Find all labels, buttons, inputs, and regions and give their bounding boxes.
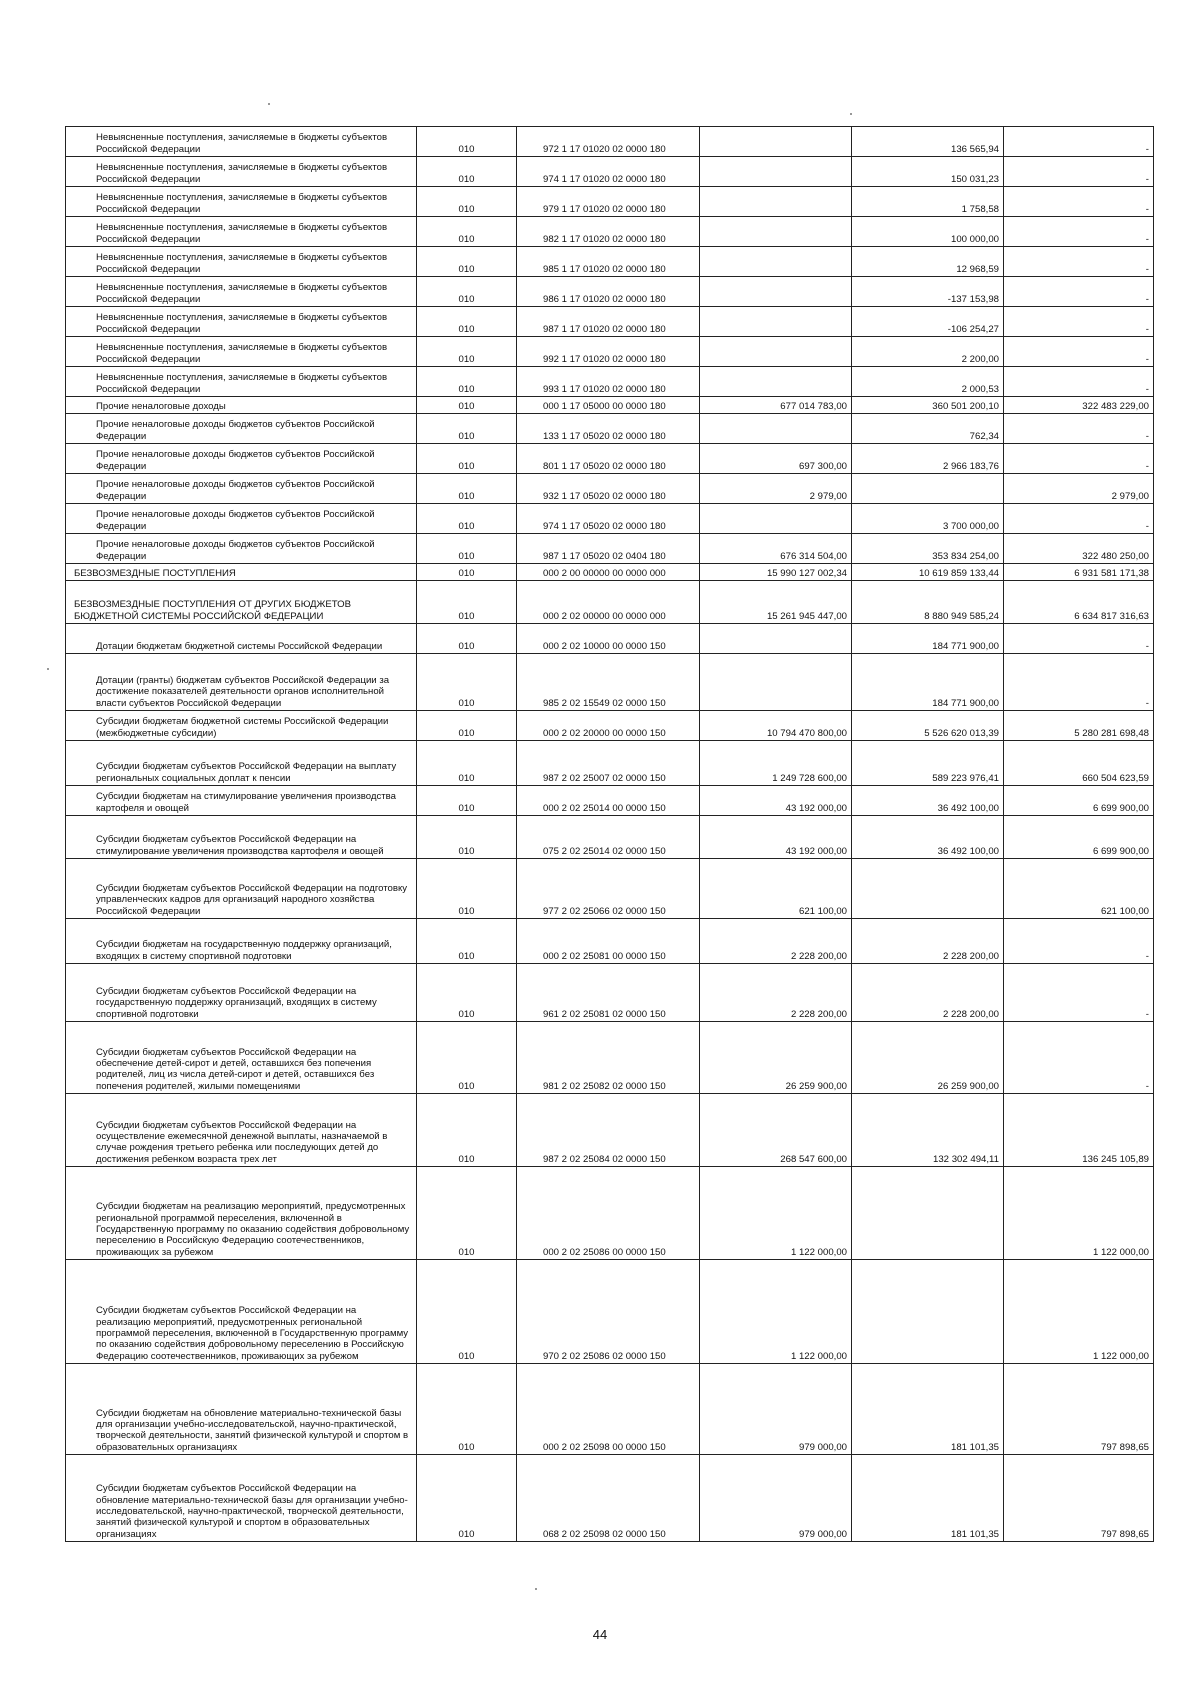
income-name-cell: Субсидии бюджетам на реализацию мероприятий, предусмотренных региональной программой переселения, включенной в Государственную программу по оказанию содействия добровольному переселению в Российскую Федерацию соотечественников, проживающих за рубежом — [66, 1167, 417, 1260]
budget-classification-code-cell: 068 2 02 25098 02 0000 150 — [517, 1455, 700, 1542]
budget-classification-code-cell: 979 1 17 01020 02 0000 180 — [517, 187, 700, 217]
line-code-cell: 010 — [417, 919, 517, 964]
executed-amount-cell: 181 101,35 — [852, 1364, 1004, 1455]
approved-amount-cell: 268 547 600,00 — [700, 1094, 852, 1167]
line-code-cell: 010 — [417, 504, 517, 534]
executed-amount-cell: 184 771 900,00 — [852, 624, 1004, 654]
line-code-cell: 010 — [417, 277, 517, 307]
income-name-cell: Субсидии бюджетам субъектов Российской Федерации на государственную поддержку организаций, входящих в систему спортивной подготовки — [66, 964, 417, 1022]
unexecuted-amount-cell: 6 931 581 171,38 — [1004, 564, 1154, 581]
table-row — [66, 624, 1154, 654]
line-code-cell: 010 — [417, 414, 517, 444]
income-name-cell: Невыясненные поступления, зачисляемые в бюджеты субъектов Российской Федерации — [66, 337, 417, 367]
executed-amount-cell: 3 700 000,00 — [852, 504, 1004, 534]
line-code-cell: 010 — [417, 1094, 517, 1167]
executed-amount-cell: 2 966 183,76 — [852, 444, 1004, 474]
budget-classification-code-cell: 000 2 02 20000 00 0000 150 — [517, 711, 700, 741]
income-name-cell: Субсидии бюджетам субъектов Российской Федерации на обновление материально-технической базы для организации учебно-исследовательской, научно-практической, творческой деятельности, занятий физической культурой и спортом в образовательных организациях — [66, 1455, 417, 1542]
approved-amount-cell — [700, 504, 852, 534]
table-row — [66, 786, 1154, 816]
unexecuted-amount-cell: - — [1004, 414, 1154, 444]
budget-classification-code-cell: 987 1 17 05020 02 0404 180 — [517, 534, 700, 564]
unexecuted-amount-cell: 1 122 000,00 — [1004, 1167, 1154, 1260]
line-code-cell: 010 — [417, 534, 517, 564]
unexecuted-amount-cell: 5 280 281 698,48 — [1004, 711, 1154, 741]
table-row — [66, 564, 1154, 581]
table-row — [66, 474, 1154, 504]
table-row — [66, 964, 1154, 1022]
line-code-cell: 010 — [417, 1364, 517, 1455]
line-code-cell: 010 — [417, 337, 517, 367]
budget-classification-code-cell: 972 1 17 01020 02 0000 180 — [517, 127, 700, 157]
executed-amount-cell: 10 619 859 133,44 — [852, 564, 1004, 581]
unexecuted-amount-cell: 136 245 105,89 — [1004, 1094, 1154, 1167]
line-code-cell: 010 — [417, 247, 517, 277]
budget-classification-code-cell: 977 2 02 25066 02 0000 150 — [517, 859, 700, 919]
line-code-cell: 010 — [417, 1260, 517, 1364]
approved-amount-cell: 2 228 200,00 — [700, 964, 852, 1022]
executed-amount-cell: 762,34 — [852, 414, 1004, 444]
income-name-cell: Прочие неналоговые доходы бюджетов субъектов Российской Федерации — [66, 504, 417, 534]
income-name-cell: Прочие неналоговые доходы бюджетов субъектов Российской Федерации — [66, 414, 417, 444]
table-row — [66, 504, 1154, 534]
table-row — [66, 1455, 1154, 1542]
unexecuted-amount-cell: - — [1004, 504, 1154, 534]
income-name-cell: Прочие неналоговые доходы бюджетов субъектов Российской Федерации — [66, 474, 417, 504]
executed-amount-cell: 360 501 200,10 — [852, 397, 1004, 414]
table-row — [66, 919, 1154, 964]
income-name-cell: Субсидии бюджетам субъектов Российской Федерации на реализацию мероприятий, предусмотренных региональной программой переселения, включенной в Государственную программу по оказанию содействия добровольному переселению в Российскую Федерацию соотечественников, проживающих за рубежом — [66, 1260, 417, 1364]
line-code-cell: 010 — [417, 474, 517, 504]
unexecuted-amount-cell: - — [1004, 1022, 1154, 1094]
unexecuted-amount-cell: 1 122 000,00 — [1004, 1260, 1154, 1364]
table-row — [66, 277, 1154, 307]
line-code-cell: 010 — [417, 1455, 517, 1542]
line-code-cell: 010 — [417, 217, 517, 247]
approved-amount-cell: 621 100,00 — [700, 859, 852, 919]
income-name-cell: Субсидии бюджетам на обновление материально-технической базы для организации учебно-исследовательской, научно-практической, творческой деятельности, занятий физической культурой и спортом в образовательных организациях — [66, 1364, 417, 1455]
executed-amount-cell: 100 000,00 — [852, 217, 1004, 247]
income-name-cell: Прочие неналоговые доходы бюджетов субъектов Российской Федерации — [66, 534, 417, 564]
scan-speck — [268, 103, 270, 105]
approved-amount-cell: 979 000,00 — [700, 1455, 852, 1542]
executed-amount-cell: 353 834 254,00 — [852, 534, 1004, 564]
unexecuted-amount-cell: 6 634 817 316,63 — [1004, 581, 1154, 624]
unexecuted-amount-cell: - — [1004, 157, 1154, 187]
executed-amount-cell: 26 259 900,00 — [852, 1022, 1004, 1094]
unexecuted-amount-cell: - — [1004, 127, 1154, 157]
unexecuted-amount-cell: - — [1004, 307, 1154, 337]
income-name-cell: Субсидии бюджетам субъектов Российской Федерации на стимулирование увеличения производства картофеля и овощей — [66, 816, 417, 859]
budget-classification-code-cell: 974 1 17 05020 02 0000 180 — [517, 504, 700, 534]
approved-amount-cell — [700, 654, 852, 711]
line-code-cell: 010 — [417, 786, 517, 816]
budget-classification-code-cell: 985 1 17 01020 02 0000 180 — [517, 247, 700, 277]
unexecuted-amount-cell: - — [1004, 247, 1154, 277]
table-row — [66, 127, 1154, 157]
approved-amount-cell — [700, 277, 852, 307]
line-code-cell: 010 — [417, 624, 517, 654]
income-name-cell: Невыясненные поступления, зачисляемые в бюджеты субъектов Российской Федерации — [66, 187, 417, 217]
budget-classification-code-cell: 000 2 02 25014 00 0000 150 — [517, 786, 700, 816]
line-code-cell: 010 — [417, 711, 517, 741]
executed-amount-cell: -137 153,98 — [852, 277, 1004, 307]
unexecuted-amount-cell: 322 480 250,00 — [1004, 534, 1154, 564]
table-row — [66, 157, 1154, 187]
income-name-cell: Невыясненные поступления, зачисляемые в бюджеты субъектов Российской Федерации — [66, 157, 417, 187]
approved-amount-cell — [700, 307, 852, 337]
page-number: 44 — [592, 1627, 608, 1642]
unexecuted-amount-cell: - — [1004, 277, 1154, 307]
line-code-cell: 010 — [417, 127, 517, 157]
approved-amount-cell: 10 794 470 800,00 — [700, 711, 852, 741]
table-row — [66, 859, 1154, 919]
budget-classification-code-cell: 987 1 17 01020 02 0000 180 — [517, 307, 700, 337]
line-code-cell: 010 — [417, 1167, 517, 1260]
income-name-cell: Прочие неналоговые доходы — [66, 397, 417, 414]
approved-amount-cell — [700, 247, 852, 277]
budget-classification-code-cell: 133 1 17 05020 02 0000 180 — [517, 414, 700, 444]
executed-amount-cell: -106 254,27 — [852, 307, 1004, 337]
table-row — [66, 741, 1154, 786]
approved-amount-cell: 697 300,00 — [700, 444, 852, 474]
budget-classification-code-cell: 970 2 02 25086 02 0000 150 — [517, 1260, 700, 1364]
income-name-cell: Дотации (гранты) бюджетам субъектов Российской Федерации за достижение показателей деятельности органов исполнительной власти субъектов Российской Федерации — [66, 654, 417, 711]
table-row — [66, 414, 1154, 444]
executed-amount-cell — [852, 474, 1004, 504]
approved-amount-cell — [700, 187, 852, 217]
income-name-cell: Субсидии бюджетам субъектов Российской Федерации на подготовку управленческих кадров для организаций народного хозяйства Российской Федерации — [66, 859, 417, 919]
line-code-cell: 010 — [417, 157, 517, 187]
budget-classification-code-cell: 000 2 02 00000 00 0000 000 — [517, 581, 700, 624]
approved-amount-cell: 2 979,00 — [700, 474, 852, 504]
unexecuted-amount-cell: - — [1004, 217, 1154, 247]
income-name-cell: Невыясненные поступления, зачисляемые в бюджеты субъектов Российской Федерации — [66, 277, 417, 307]
executed-amount-cell: 5 526 620 013,39 — [852, 711, 1004, 741]
line-code-cell: 010 — [417, 964, 517, 1022]
table-row — [66, 1022, 1154, 1094]
unexecuted-amount-cell: - — [1004, 919, 1154, 964]
budget-classification-code-cell: 075 2 02 25014 02 0000 150 — [517, 816, 700, 859]
table-row — [66, 534, 1154, 564]
budget-classification-code-cell: 000 2 00 00000 00 0000 000 — [517, 564, 700, 581]
line-code-cell: 010 — [417, 367, 517, 397]
budget-classification-code-cell: 987 2 02 25007 02 0000 150 — [517, 741, 700, 786]
table-row — [66, 1364, 1154, 1455]
approved-amount-cell — [700, 414, 852, 444]
approved-amount-cell: 15 261 945 447,00 — [700, 581, 852, 624]
executed-amount-cell — [852, 859, 1004, 919]
unexecuted-amount-cell: 660 504 623,59 — [1004, 741, 1154, 786]
executed-amount-cell: 36 492 100,00 — [852, 786, 1004, 816]
approved-amount-cell — [700, 367, 852, 397]
table-row — [66, 1167, 1154, 1260]
income-name-cell: Субсидии бюджетам субъектов Российской Федерации на обеспечение детей-сирот и детей, оставшихся без попечения родителей, лиц из числа детей-сирот и детей, оставшихся без попечения родителей, жилыми помещениями — [66, 1022, 417, 1094]
approved-amount-cell: 1 122 000,00 — [700, 1167, 852, 1260]
income-name-cell: Субсидии бюджетам субъектов Российской Федерации на осуществление ежемесячной денежной выплаты, назначаемой в случае рождения третьего ребенка или последующих детей до достижения ребенком возраста трех лет — [66, 1094, 417, 1167]
table-row — [66, 654, 1154, 711]
executed-amount-cell: 150 031,23 — [852, 157, 1004, 187]
table-row — [66, 337, 1154, 367]
table-row — [66, 1094, 1154, 1167]
executed-amount-cell: 2 200,00 — [852, 337, 1004, 367]
approved-amount-cell — [700, 127, 852, 157]
unexecuted-amount-cell: 797 898,65 — [1004, 1455, 1154, 1542]
income-name-cell: Субсидии бюджетам субъектов Российской Федерации на выплату региональных социальных доплат к пенсии — [66, 741, 417, 786]
income-name-cell: БЕЗВОЗМЕЗДНЫЕ ПОСТУПЛЕНИЯ ОТ ДРУГИХ БЮДЖЕТОВ БЮДЖЕТНОЙ СИСТЕМЫ РОССИЙСКОЙ ФЕДЕРАЦИИ — [66, 581, 417, 624]
line-code-cell: 010 — [417, 741, 517, 786]
approved-amount-cell: 15 990 127 002,34 — [700, 564, 852, 581]
budget-classification-code-cell: 000 2 02 10000 00 0000 150 — [517, 624, 700, 654]
table-row — [66, 187, 1154, 217]
unexecuted-amount-cell: - — [1004, 654, 1154, 711]
unexecuted-amount-cell: 2 979,00 — [1004, 474, 1154, 504]
budget-classification-code-cell: 981 2 02 25082 02 0000 150 — [517, 1022, 700, 1094]
executed-amount-cell: 8 880 949 585,24 — [852, 581, 1004, 624]
income-name-cell: Невыясненные поступления, зачисляемые в бюджеты субъектов Российской Федерации — [66, 367, 417, 397]
scan-speck — [850, 113, 852, 115]
executed-amount-cell: 132 302 494,11 — [852, 1094, 1004, 1167]
budget-classification-code-cell: 986 1 17 01020 02 0000 180 — [517, 277, 700, 307]
budget-classification-code-cell: 000 2 02 25081 00 0000 150 — [517, 919, 700, 964]
line-code-cell: 010 — [417, 1022, 517, 1094]
table-body — [66, 127, 1154, 1542]
line-code-cell: 010 — [417, 307, 517, 337]
executed-amount-cell: 1 758,58 — [852, 187, 1004, 217]
executed-amount-cell — [852, 1167, 1004, 1260]
executed-amount-cell: 181 101,35 — [852, 1455, 1004, 1542]
scan-speck — [47, 668, 49, 670]
unexecuted-amount-cell: - — [1004, 964, 1154, 1022]
line-code-cell: 010 — [417, 816, 517, 859]
unexecuted-amount-cell: - — [1004, 367, 1154, 397]
income-name-cell: Субсидии бюджетам бюджетной системы Российской Федерации (межбюджетные субсидии) — [66, 711, 417, 741]
approved-amount-cell: 43 192 000,00 — [700, 786, 852, 816]
approved-amount-cell: 26 259 900,00 — [700, 1022, 852, 1094]
table-row — [66, 1260, 1154, 1364]
budget-classification-code-cell: 000 1 17 05000 00 0000 180 — [517, 397, 700, 414]
approved-amount-cell: 1 249 728 600,00 — [700, 741, 852, 786]
table-row — [66, 217, 1154, 247]
budget-income-table — [65, 126, 1154, 1542]
executed-amount-cell: 136 565,94 — [852, 127, 1004, 157]
unexecuted-amount-cell: - — [1004, 624, 1154, 654]
line-code-cell: 010 — [417, 564, 517, 581]
income-name-cell: Невыясненные поступления, зачисляемые в бюджеты субъектов Российской Федерации — [66, 127, 417, 157]
executed-amount-cell: 2 228 200,00 — [852, 919, 1004, 964]
budget-classification-code-cell: 961 2 02 25081 02 0000 150 — [517, 964, 700, 1022]
executed-amount-cell: 589 223 976,41 — [852, 741, 1004, 786]
table-row — [66, 397, 1154, 414]
unexecuted-amount-cell: 6 699 900,00 — [1004, 816, 1154, 859]
budget-classification-code-cell: 993 1 17 01020 02 0000 180 — [517, 367, 700, 397]
table-row — [66, 307, 1154, 337]
budget-classification-code-cell: 932 1 17 05020 02 0000 180 — [517, 474, 700, 504]
executed-amount-cell: 2 000,53 — [852, 367, 1004, 397]
line-code-cell: 010 — [417, 187, 517, 217]
line-code-cell: 010 — [417, 859, 517, 919]
approved-amount-cell — [700, 624, 852, 654]
budget-classification-code-cell: 985 2 02 15549 02 0000 150 — [517, 654, 700, 711]
table-row — [66, 444, 1154, 474]
income-name-cell: Невыясненные поступления, зачисляемые в бюджеты субъектов Российской Федерации — [66, 307, 417, 337]
approved-amount-cell — [700, 337, 852, 367]
approved-amount-cell: 2 228 200,00 — [700, 919, 852, 964]
approved-amount-cell — [700, 157, 852, 187]
unexecuted-amount-cell: 322 483 229,00 — [1004, 397, 1154, 414]
table-row — [66, 711, 1154, 741]
executed-amount-cell: 36 492 100,00 — [852, 816, 1004, 859]
line-code-cell: 010 — [417, 444, 517, 474]
income-name-cell: Невыясненные поступления, зачисляемые в бюджеты субъектов Российской Федерации — [66, 247, 417, 277]
income-name-cell: БЕЗВОЗМЕЗДНЫЕ ПОСТУПЛЕНИЯ — [66, 564, 417, 581]
table-row — [66, 247, 1154, 277]
executed-amount-cell: 184 771 900,00 — [852, 654, 1004, 711]
unexecuted-amount-cell: 6 699 900,00 — [1004, 786, 1154, 816]
approved-amount-cell: 1 122 000,00 — [700, 1260, 852, 1364]
income-name-cell: Дотации бюджетам бюджетной системы Российской Федерации — [66, 624, 417, 654]
budget-classification-code-cell: 974 1 17 01020 02 0000 180 — [517, 157, 700, 187]
budget-classification-code-cell: 982 1 17 01020 02 0000 180 — [517, 217, 700, 247]
income-name-cell: Невыясненные поступления, зачисляемые в бюджеты субъектов Российской Федерации — [66, 217, 417, 247]
unexecuted-amount-cell: 621 100,00 — [1004, 859, 1154, 919]
table-row — [66, 816, 1154, 859]
budget-classification-code-cell: 000 2 02 25086 00 0000 150 — [517, 1167, 700, 1260]
approved-amount-cell: 677 014 783,00 — [700, 397, 852, 414]
executed-amount-cell — [852, 1260, 1004, 1364]
budget-classification-code-cell: 000 2 02 25098 00 0000 150 — [517, 1364, 700, 1455]
unexecuted-amount-cell: - — [1004, 337, 1154, 367]
executed-amount-cell: 2 228 200,00 — [852, 964, 1004, 1022]
income-name-cell: Прочие неналоговые доходы бюджетов субъектов Российской Федерации — [66, 444, 417, 474]
approved-amount-cell — [700, 217, 852, 247]
approved-amount-cell: 979 000,00 — [700, 1364, 852, 1455]
table-row — [66, 581, 1154, 624]
unexecuted-amount-cell: 797 898,65 — [1004, 1364, 1154, 1455]
approved-amount-cell: 676 314 504,00 — [700, 534, 852, 564]
line-code-cell: 010 — [417, 654, 517, 711]
line-code-cell: 010 — [417, 397, 517, 414]
income-name-cell: Субсидии бюджетам на государственную поддержку организаций, входящих в систему спортивной подготовки — [66, 919, 417, 964]
income-name-cell: Субсидии бюджетам на стимулирование увеличения производства картофеля и овощей — [66, 786, 417, 816]
budget-classification-code-cell: 801 1 17 05020 02 0000 180 — [517, 444, 700, 474]
table-row — [66, 367, 1154, 397]
unexecuted-amount-cell: - — [1004, 187, 1154, 217]
unexecuted-amount-cell: - — [1004, 444, 1154, 474]
budget-classification-code-cell: 992 1 17 01020 02 0000 180 — [517, 337, 700, 367]
executed-amount-cell: 12 968,59 — [852, 247, 1004, 277]
line-code-cell: 010 — [417, 581, 517, 624]
scan-speck — [535, 1588, 537, 1590]
approved-amount-cell: 43 192 000,00 — [700, 816, 852, 859]
budget-classification-code-cell: 987 2 02 25084 02 0000 150 — [517, 1094, 700, 1167]
